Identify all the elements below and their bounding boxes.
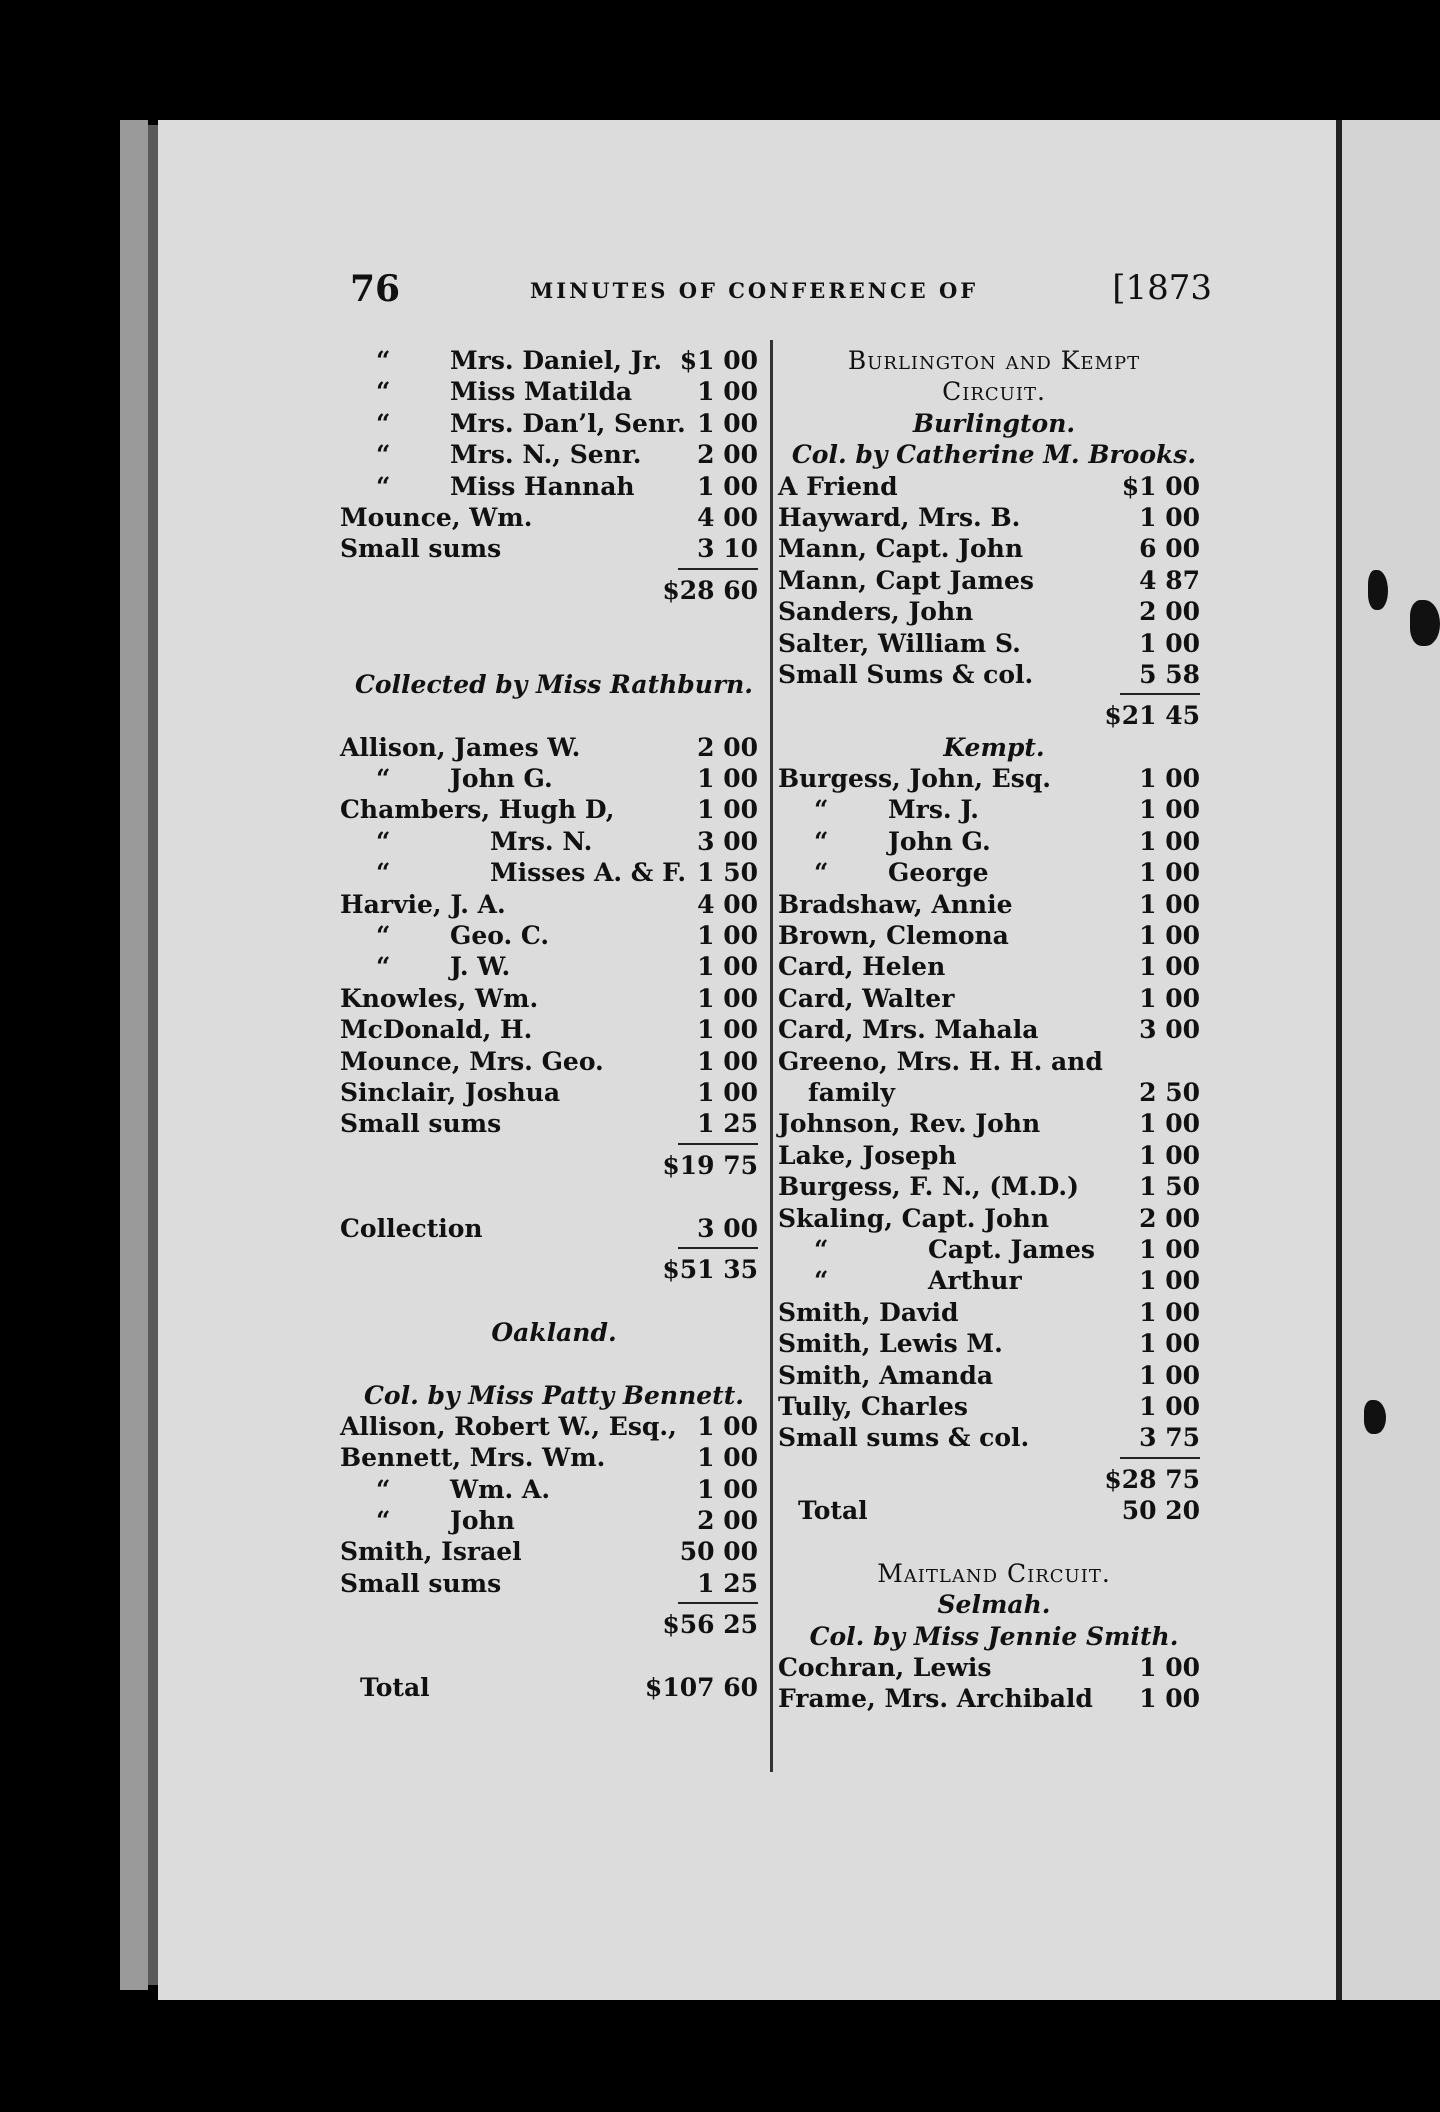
heading-text: Col. by Miss Jennie Smith. [809, 1621, 1179, 1651]
amount: 2 00 [697, 440, 758, 470]
section-heading [778, 408, 1210, 439]
amount: 50 20 [1121, 1496, 1200, 1526]
ledger-row [340, 1213, 768, 1244]
amount: 4 00 [697, 502, 758, 532]
spacer [340, 1285, 768, 1316]
section-heading [778, 376, 1210, 407]
contributor-name: “ [376, 1474, 391, 1504]
contributor-name: Card, Mrs. Mahala [778, 1015, 1039, 1045]
ledger-row [778, 502, 1210, 533]
contributor-name: Tully, Charles [778, 1391, 968, 1421]
amount: $107 60 [644, 1673, 758, 1703]
ledger-row [778, 794, 1210, 825]
ledger-row [340, 857, 768, 888]
contributor-name: A Friend [778, 471, 898, 501]
contributor-name-indented: Miss Matilda [450, 377, 633, 407]
contributor-name: Cochran, Lewis [778, 1653, 992, 1683]
ledger-row [340, 376, 768, 407]
ledger-row [340, 951, 768, 982]
ledger-row [778, 700, 1210, 731]
contributor-name: Small sums & col. [778, 1423, 1030, 1453]
ledger-row [340, 502, 768, 533]
heading-text: Kempt. [943, 732, 1045, 762]
subtotal-rule [340, 1140, 768, 1150]
ledger-row [778, 471, 1210, 502]
amount: 3 10 [697, 534, 758, 564]
spacer [340, 606, 768, 637]
amount: 1 00 [697, 1046, 758, 1076]
total-row [340, 1672, 768, 1703]
ledger-row [340, 1536, 768, 1567]
amount: 2 50 [1139, 1077, 1200, 1107]
contributor-name: Chambers, Hugh D, [340, 795, 615, 825]
ledger-row [340, 1046, 768, 1077]
ledger-row [340, 1442, 768, 1473]
section-heading [340, 1380, 768, 1411]
amount: 1 00 [1139, 1297, 1200, 1327]
contributor-name: Frame, Mrs. Archibald [778, 1684, 1093, 1714]
ledger-row [778, 1683, 1210, 1714]
contributor-name: Small sums [340, 534, 502, 564]
ledger-row [778, 659, 1210, 690]
ledger-row [778, 1014, 1210, 1045]
contributor-name-indented: Capt. James [928, 1234, 1095, 1264]
ledger-row [778, 951, 1210, 982]
section-heading [778, 439, 1210, 470]
ledger-row [340, 439, 768, 470]
section-heading [340, 1317, 768, 1348]
ledger-row [778, 1108, 1210, 1139]
contributor-name: Salter, William S. [778, 628, 1021, 658]
contributor-name: Mounce, Mrs. Geo. [340, 1046, 604, 1076]
amount: 50 00 [679, 1537, 758, 1567]
ledger-row [340, 826, 768, 857]
ledger-row [778, 1203, 1210, 1234]
ledger-row [778, 920, 1210, 951]
contributor-name: “ [376, 346, 391, 375]
contributor-name-indented: J. W. [450, 952, 511, 982]
ledger-row [340, 1411, 768, 1442]
amount: 1 00 [1139, 1360, 1200, 1390]
heading-text: Maitland Circuit. [877, 1558, 1111, 1588]
ledger-row [340, 794, 768, 825]
amount: $1 00 [1121, 471, 1200, 501]
ledger-row [778, 1464, 1210, 1495]
amount: 4 00 [697, 889, 758, 919]
contributor-name: “ [376, 764, 391, 794]
contributor-name: Mann, Capt. John [778, 534, 1024, 564]
amount: 1 00 [697, 921, 758, 951]
contributor-name: Bennett, Mrs. Wm. [340, 1443, 606, 1473]
ink-blot [1368, 570, 1388, 610]
ledger-row [340, 575, 768, 606]
contributor-name: Card, Walter [778, 983, 955, 1013]
spacer [340, 1641, 768, 1672]
contributor-name: Harvie, J. A. [340, 889, 506, 919]
amount: 2 00 [697, 732, 758, 762]
ledger-row [778, 1360, 1210, 1391]
ledger-row [340, 1150, 768, 1181]
ledger-row [340, 889, 768, 920]
spacer [340, 1181, 768, 1212]
spacer [340, 1348, 768, 1379]
ledger-row [778, 1652, 1210, 1683]
left-column [340, 345, 768, 1785]
amount: 1 00 [1139, 1140, 1200, 1170]
subtotal-rule [778, 690, 1210, 700]
ink-blot [1410, 600, 1440, 646]
amount: 4 87 [1139, 565, 1200, 595]
contributor-name: “ [376, 952, 391, 982]
ledger-row [778, 1171, 1210, 1202]
amount: 3 75 [1139, 1423, 1200, 1453]
amount: 1 00 [1139, 952, 1200, 982]
contributor-name: Hayward, Mrs. B. [778, 502, 1021, 532]
amount: 1 00 [697, 795, 758, 825]
ledger-row [340, 1568, 768, 1599]
contributor-name-indented: Miss Hannah [450, 471, 635, 501]
ledger-row [778, 533, 1210, 564]
ledger-row [778, 596, 1210, 627]
contributor-name: Knowles, Wm. [340, 983, 539, 1013]
contributor-name-indented: George [888, 858, 989, 888]
amount: 3 00 [697, 1213, 758, 1243]
contributor-name: “ [376, 408, 391, 438]
contributor-name: Smith, David [778, 1297, 959, 1327]
contributor-name: “ [376, 826, 391, 856]
contributor-name: “ [376, 377, 391, 407]
amount: 1 00 [697, 1015, 758, 1045]
ledger-row [778, 565, 1210, 596]
amount: 1 00 [1139, 1653, 1200, 1683]
contributor-name: Smith, Amanda [778, 1360, 994, 1390]
contributor-name-indented: Mrs. N. [490, 826, 593, 856]
contributor-name: “ [376, 1506, 391, 1536]
section-heading [778, 1621, 1210, 1652]
amount: 1 00 [1139, 858, 1200, 888]
amount: 1 00 [1139, 826, 1200, 856]
running-title: MINUTES OF CONFERENCE OF [530, 278, 979, 303]
contributor-name: Collection [340, 1213, 483, 1243]
ledger-row [778, 1297, 1210, 1328]
spacer [778, 1526, 1210, 1557]
ledger-row [340, 920, 768, 951]
ledger-row [778, 1046, 1210, 1077]
contributor-name: “ [814, 826, 829, 856]
contributor-name: “ [376, 921, 391, 951]
contributor-name: Small sums [340, 1109, 502, 1139]
spacer [340, 638, 768, 669]
contributor-name: Bradshaw, Annie [778, 889, 1013, 919]
amount: 1 00 [697, 952, 758, 982]
amount: $28 60 [662, 575, 758, 605]
subtotal-rule [778, 1454, 1210, 1464]
heading-text: Burlington. [912, 408, 1076, 438]
amount: 3 00 [1139, 1015, 1200, 1045]
amount: 1 00 [697, 983, 758, 1013]
contributor-name: Lake, Joseph [778, 1140, 957, 1170]
contributor-name-indented: Wm. A. [450, 1474, 551, 1504]
section-heading [778, 1558, 1210, 1589]
amount: 2 00 [1139, 1203, 1200, 1233]
amount: $56 25 [662, 1610, 758, 1640]
ledger-row [778, 983, 1210, 1014]
contributor-name-indented: Mrs. J. [888, 795, 979, 825]
ledger-row [340, 1609, 768, 1640]
contributor-name-indented: John [450, 1506, 515, 1536]
amount: 1 00 [697, 1411, 758, 1441]
contributor-name-indented: Arthur [928, 1266, 1022, 1296]
contributor-name-indented: John G. [888, 826, 991, 856]
book-edge [120, 120, 148, 1990]
section-heading [778, 732, 1210, 763]
ledger-row [340, 1254, 768, 1285]
ledger-row [778, 1391, 1210, 1422]
amount: $1 00 [679, 346, 758, 375]
amount: 1 00 [1139, 1266, 1200, 1296]
right-column [778, 345, 1210, 1785]
ledger-row [778, 1328, 1210, 1359]
amount: 1 00 [1139, 628, 1200, 658]
amount: 1 00 [1139, 1391, 1200, 1421]
contributor-name: Mounce, Wm. [340, 502, 533, 532]
ledger-row [340, 408, 768, 439]
contributor-name: Johnson, Rev. John [778, 1109, 1041, 1139]
amount: $28 75 [1104, 1464, 1200, 1494]
amount: 1 00 [697, 1474, 758, 1504]
contributor-name: “ [376, 440, 391, 470]
ledger-row [340, 345, 768, 376]
ledger-row [778, 889, 1210, 920]
subtotal-rule [340, 565, 768, 575]
ledger-row [340, 763, 768, 794]
amount: 1 50 [697, 858, 758, 888]
heading-text: Collected by Miss Rathburn. [354, 669, 754, 699]
heading-text: Col. by Catherine M. Brooks. [791, 440, 1197, 470]
amount: 3 00 [697, 826, 758, 856]
contributor-name: Burgess, F. N., (M.D.) [778, 1172, 1079, 1202]
amount: 1 00 [697, 1443, 758, 1473]
amount: $19 75 [662, 1150, 758, 1180]
section-heading [778, 1589, 1210, 1620]
amount: 1 00 [697, 764, 758, 794]
amount: 1 00 [697, 1077, 758, 1107]
amount: 1 00 [1139, 795, 1200, 825]
amount: 1 00 [1139, 983, 1200, 1013]
subtotal-rule [340, 1244, 768, 1254]
amount: 6 00 [1139, 534, 1200, 564]
amount: 1 00 [1139, 1234, 1200, 1264]
ledger-row [778, 1077, 1210, 1108]
contributor-name: Total [360, 1673, 430, 1703]
section-heading [340, 669, 768, 700]
ledger-row [778, 1265, 1210, 1296]
contributor-name: Card, Helen [778, 952, 946, 982]
ledger-row [340, 983, 768, 1014]
contributor-name: Sanders, John [778, 597, 974, 627]
contributor-name: “ [814, 795, 829, 825]
ledger-row [340, 1474, 768, 1505]
ledger-row [778, 763, 1210, 794]
heading-text: Burlington and Kempt [847, 346, 1141, 375]
ledger-row [340, 732, 768, 763]
amount: 1 00 [1139, 502, 1200, 532]
contributor-name: Smith, Lewis M. [778, 1329, 1003, 1359]
contributor-name: Smith, Israel [340, 1537, 522, 1567]
contributor-name-indented: Misses A. & F. [490, 858, 687, 888]
ledger-row [340, 1014, 768, 1045]
contributor-name: “ [814, 858, 829, 888]
contributor-name-indented: Geo. C. [450, 921, 550, 951]
page-number: 76 [350, 268, 401, 310]
contributor-name: “ [376, 471, 391, 501]
amount: 5 58 [1139, 659, 1200, 689]
amount: 1 00 [697, 377, 758, 407]
contributor-name: Total [798, 1496, 868, 1526]
amount: 2 00 [697, 1506, 758, 1536]
ink-blot [1364, 1400, 1386, 1434]
ledger-row [340, 471, 768, 502]
amount: 1 50 [1139, 1172, 1200, 1202]
subtotal-rule [340, 1599, 768, 1609]
contributor-name: “ [814, 1234, 829, 1264]
amount: 1 00 [1139, 1329, 1200, 1359]
contributor-name-indented: family [808, 1077, 895, 1107]
contributor-name: Allison, Robert W., Esq., [340, 1411, 677, 1441]
contributor-name: Brown, Clemona [778, 921, 1009, 951]
contributor-name: Sinclair, Joshua [340, 1077, 561, 1107]
amount: 1 00 [1139, 1684, 1200, 1714]
ledger-row [778, 857, 1210, 888]
contributor-name: Allison, James W. [340, 732, 581, 762]
amount: 1 00 [1139, 1109, 1200, 1139]
ledger-row [778, 1422, 1210, 1453]
page-year: [1873 [1112, 268, 1212, 308]
total-row [778, 1495, 1210, 1526]
amount: $21 45 [1104, 701, 1200, 731]
contributor-name: Small sums [340, 1568, 502, 1598]
ledger-row [778, 1234, 1210, 1265]
contributor-name-indented: John G. [450, 764, 553, 794]
amount: 1 00 [697, 471, 758, 501]
facing-page-edge [1342, 120, 1440, 2000]
ledger-row [340, 1108, 768, 1139]
amount: 1 00 [1139, 764, 1200, 794]
heading-text: Selmah. [937, 1590, 1051, 1620]
contributor-name: Greeno, Mrs. H. H. and [778, 1046, 1103, 1076]
amount: 1 00 [1139, 921, 1200, 951]
ledger-row [340, 1077, 768, 1108]
ledger-row [778, 826, 1210, 857]
page-header [350, 268, 1212, 318]
amount: 1 00 [1139, 889, 1200, 919]
contributor-name: “ [814, 1266, 829, 1296]
ledger-row [778, 628, 1210, 659]
book-edge-shadow [148, 125, 158, 1985]
contributor-name: McDonald, H. [340, 1015, 533, 1045]
ledger-row [778, 1140, 1210, 1171]
spacer [340, 700, 768, 731]
heading-text: Oakland. [491, 1317, 617, 1347]
amount: $51 35 [662, 1254, 758, 1284]
section-heading [778, 345, 1210, 376]
amount: 1 00 [697, 408, 758, 438]
ledger-row [340, 533, 768, 564]
contributor-name-indented: Mrs. Dan’l, Senr. [450, 408, 686, 438]
contributor-name: Mann, Capt James [778, 565, 1034, 595]
heading-text: Circuit. [942, 377, 1046, 407]
heading-text: Col. by Miss Patty Bennett. [364, 1380, 744, 1410]
amount: 1 25 [697, 1568, 758, 1598]
ledger-row [340, 1505, 768, 1536]
contributor-name-indented: Mrs. Daniel, Jr. [450, 346, 663, 375]
contributor-name: Small Sums & col. [778, 659, 1034, 689]
column-divider [770, 340, 773, 1772]
amount: 2 00 [1139, 597, 1200, 627]
contributor-name: “ [376, 858, 391, 888]
contributor-name: Burgess, John, Esq. [778, 764, 1051, 794]
contributor-name: Skaling, Capt. John [778, 1203, 1050, 1233]
contributor-name-indented: Mrs. N., Senr. [450, 440, 642, 470]
amount: 1 25 [697, 1109, 758, 1139]
